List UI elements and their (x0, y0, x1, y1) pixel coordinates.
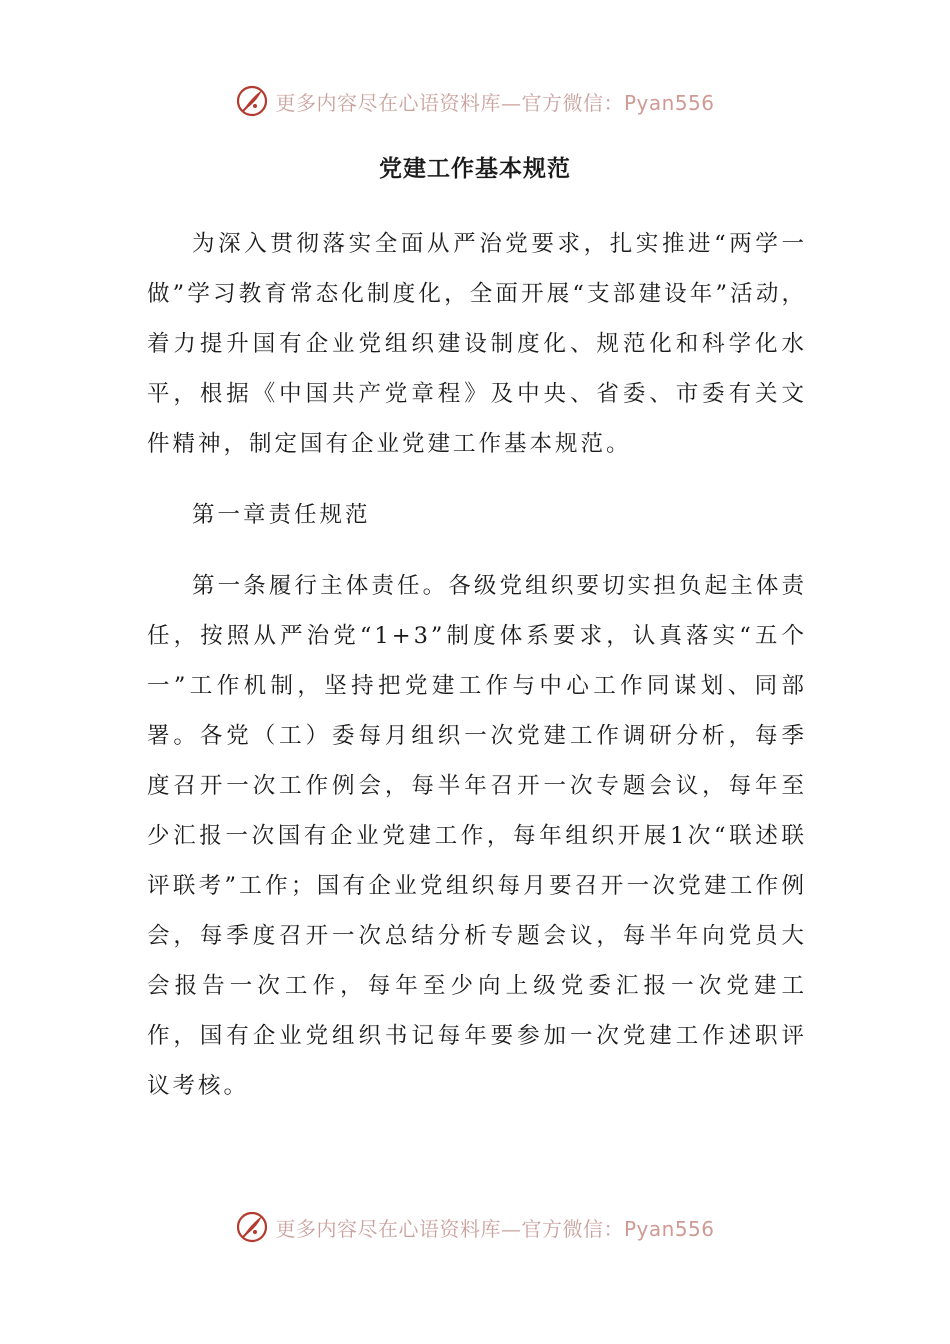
paragraph-intro: 为深入贯彻落实全面从严治党要求，扎实推进“两学一做”学习教育常态化制度化，全面开展“支部建设年”活动，着力提升国有企业党组织建设制度化、规范化和科学化水平，根据《中国共产党章程》及中央、省委、市委有关文件精神，制定国有企业党建工作基本规范。 (147, 231, 807, 457)
quill-seal-icon (235, 84, 269, 118)
watermark-text: 更多内容尽在心语资料库—官方微信：Pyan556 (275, 1216, 715, 1241)
header-watermark (0, 84, 950, 118)
paragraph-article-1: 第一条履行主体责任。各级党组织要切实担负起主体责任，按照从严治党“1+3”制度体系要求，认真落实“五个一”工作机制，坚持把党建工作与中心工作同谋划、同部署。各党（工）委每月组织一次党建工作调研分析，每季度召开一次工作例会，每半年召开一次专题会议，每年至少汇报一次国有企业党建工作，每年组织开展1次“联述联评联考”工作；国有企业党组织每月要召开一次党建工作例会，每季度召开一次总结分析专题会议，每半年向党员大会报告一次工作，每年至少向上级党委汇报一次党建工作，国有企业党组织书记每年要参加一次党建工作述职评议考核。 (147, 573, 807, 1099)
document-title: 党建工作基本规范 (379, 155, 571, 182)
watermark-id: Pyan556 (623, 90, 715, 115)
watermark-text: 更多内容尽在心语资料库—官方微信：Pyan556 (275, 90, 715, 115)
chapter-heading: 第一章责任规范 (192, 502, 371, 528)
footer-watermark (0, 1210, 950, 1244)
watermark-id: Pyan556 (623, 1216, 715, 1241)
quill-seal-icon (235, 1210, 269, 1244)
